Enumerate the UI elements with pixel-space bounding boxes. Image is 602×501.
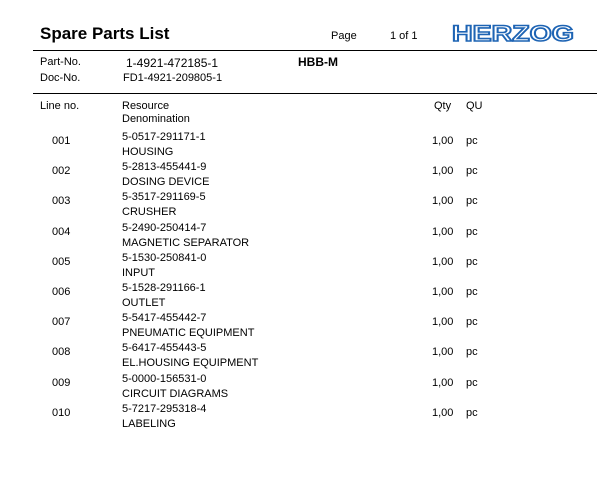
resource-number: 5-5417-455442-7 [122, 312, 207, 325]
quantity: 1,00 [432, 135, 454, 147]
column-header-qu: QU [466, 100, 483, 112]
denomination: EL.HOUSING EQUIPMENT [122, 357, 259, 370]
quantity-unit: pc [466, 165, 478, 178]
resource-number: 5-1528-291166-1 [122, 282, 206, 294]
header-divider [33, 50, 597, 51]
denomination: DOSING DEVICE [122, 176, 210, 189]
denomination: INPUT [122, 266, 155, 279]
resource-number: 5-1530-250841-0 [122, 251, 207, 264]
table-row [0, 373, 602, 403]
quantity: 1,00 [432, 255, 454, 268]
quantity-unit: pc [466, 255, 478, 268]
denomination: CRUSHER [122, 206, 177, 219]
resource-number: 5-2490-250414-7 [122, 221, 207, 234]
doc-no-value: FD1-4921-209805-1 [123, 72, 223, 84]
line-number: 003 [52, 195, 71, 208]
resource-number: 5-0000-156531-0 [122, 372, 207, 385]
quantity-unit: pc [466, 286, 478, 298]
table-row [0, 131, 602, 161]
denomination: OUTLET [122, 297, 166, 309]
column-header-line-no: Line no. [40, 100, 80, 112]
resource-number: 5-7217-295318-4 [122, 402, 207, 415]
denomination: MAGNETIC SEPARATOR [122, 236, 250, 249]
table-row [0, 403, 602, 433]
line-number: 007 [52, 316, 71, 329]
table-row [0, 342, 602, 372]
denomination: CIRCUIT DIAGRAMS [122, 387, 229, 400]
part-no-value: 1-4921-472185-1 [126, 56, 219, 70]
column-header-qty: Qty [434, 100, 452, 112]
line-number: 005 [52, 255, 71, 268]
quantity-unit: pc [466, 376, 478, 389]
page-label: Page [331, 30, 357, 42]
denomination: PNEUMATIC EQUIPMENT [122, 327, 255, 340]
line-number: 004 [52, 225, 71, 238]
quantity-unit: pc [466, 406, 478, 419]
denomination: HOUSING [122, 146, 174, 158]
resource-number: 5-2813-455441-9 [122, 161, 207, 174]
table-row [0, 222, 602, 252]
quantity: 1,00 [432, 406, 454, 419]
model-code: HBB-M [298, 55, 338, 69]
table-row [0, 312, 602, 342]
line-number: 008 [52, 346, 71, 359]
quantity: 1,00 [432, 316, 454, 329]
resource-number: 5-0517-291171-1 [122, 131, 206, 143]
quantity: 1,00 [432, 346, 454, 359]
line-number: 010 [52, 406, 71, 419]
table-row [0, 191, 602, 221]
line-number: 009 [52, 376, 71, 389]
meta-divider [33, 93, 597, 94]
herzog-logo [451, 22, 575, 44]
part-no-label: Part-No. [40, 56, 81, 68]
line-number: 002 [52, 165, 71, 178]
quantity: 1,00 [432, 286, 454, 298]
table-row [0, 282, 602, 312]
quantity: 1,00 [432, 195, 454, 208]
quantity-unit: pc [466, 195, 478, 208]
quantity-unit: pc [466, 135, 478, 147]
table-row [0, 252, 602, 282]
quantity-unit: pc [466, 346, 478, 359]
resource-number: 5-3517-291169-5 [122, 191, 206, 204]
denomination: LABELING [122, 417, 176, 430]
column-header-resource: Resource [122, 100, 170, 112]
doc-no-label: Doc-No. [40, 72, 81, 84]
line-number: 001 [52, 135, 71, 147]
column-header-denomination: Denomination [122, 113, 190, 125]
quantity-unit: pc [466, 316, 478, 329]
quantity: 1,00 [432, 376, 454, 389]
logo-lettering: HERZOG [452, 22, 574, 44]
quantity-unit: pc [466, 225, 478, 238]
resource-number: 5-6417-455443-5 [122, 342, 207, 355]
quantity: 1,00 [432, 165, 454, 178]
table-row [0, 161, 602, 191]
document-title: Spare Parts List [40, 24, 170, 43]
line-number: 006 [52, 286, 71, 298]
page-number: 1 of 1 [390, 30, 418, 42]
quantity: 1,00 [432, 225, 454, 238]
